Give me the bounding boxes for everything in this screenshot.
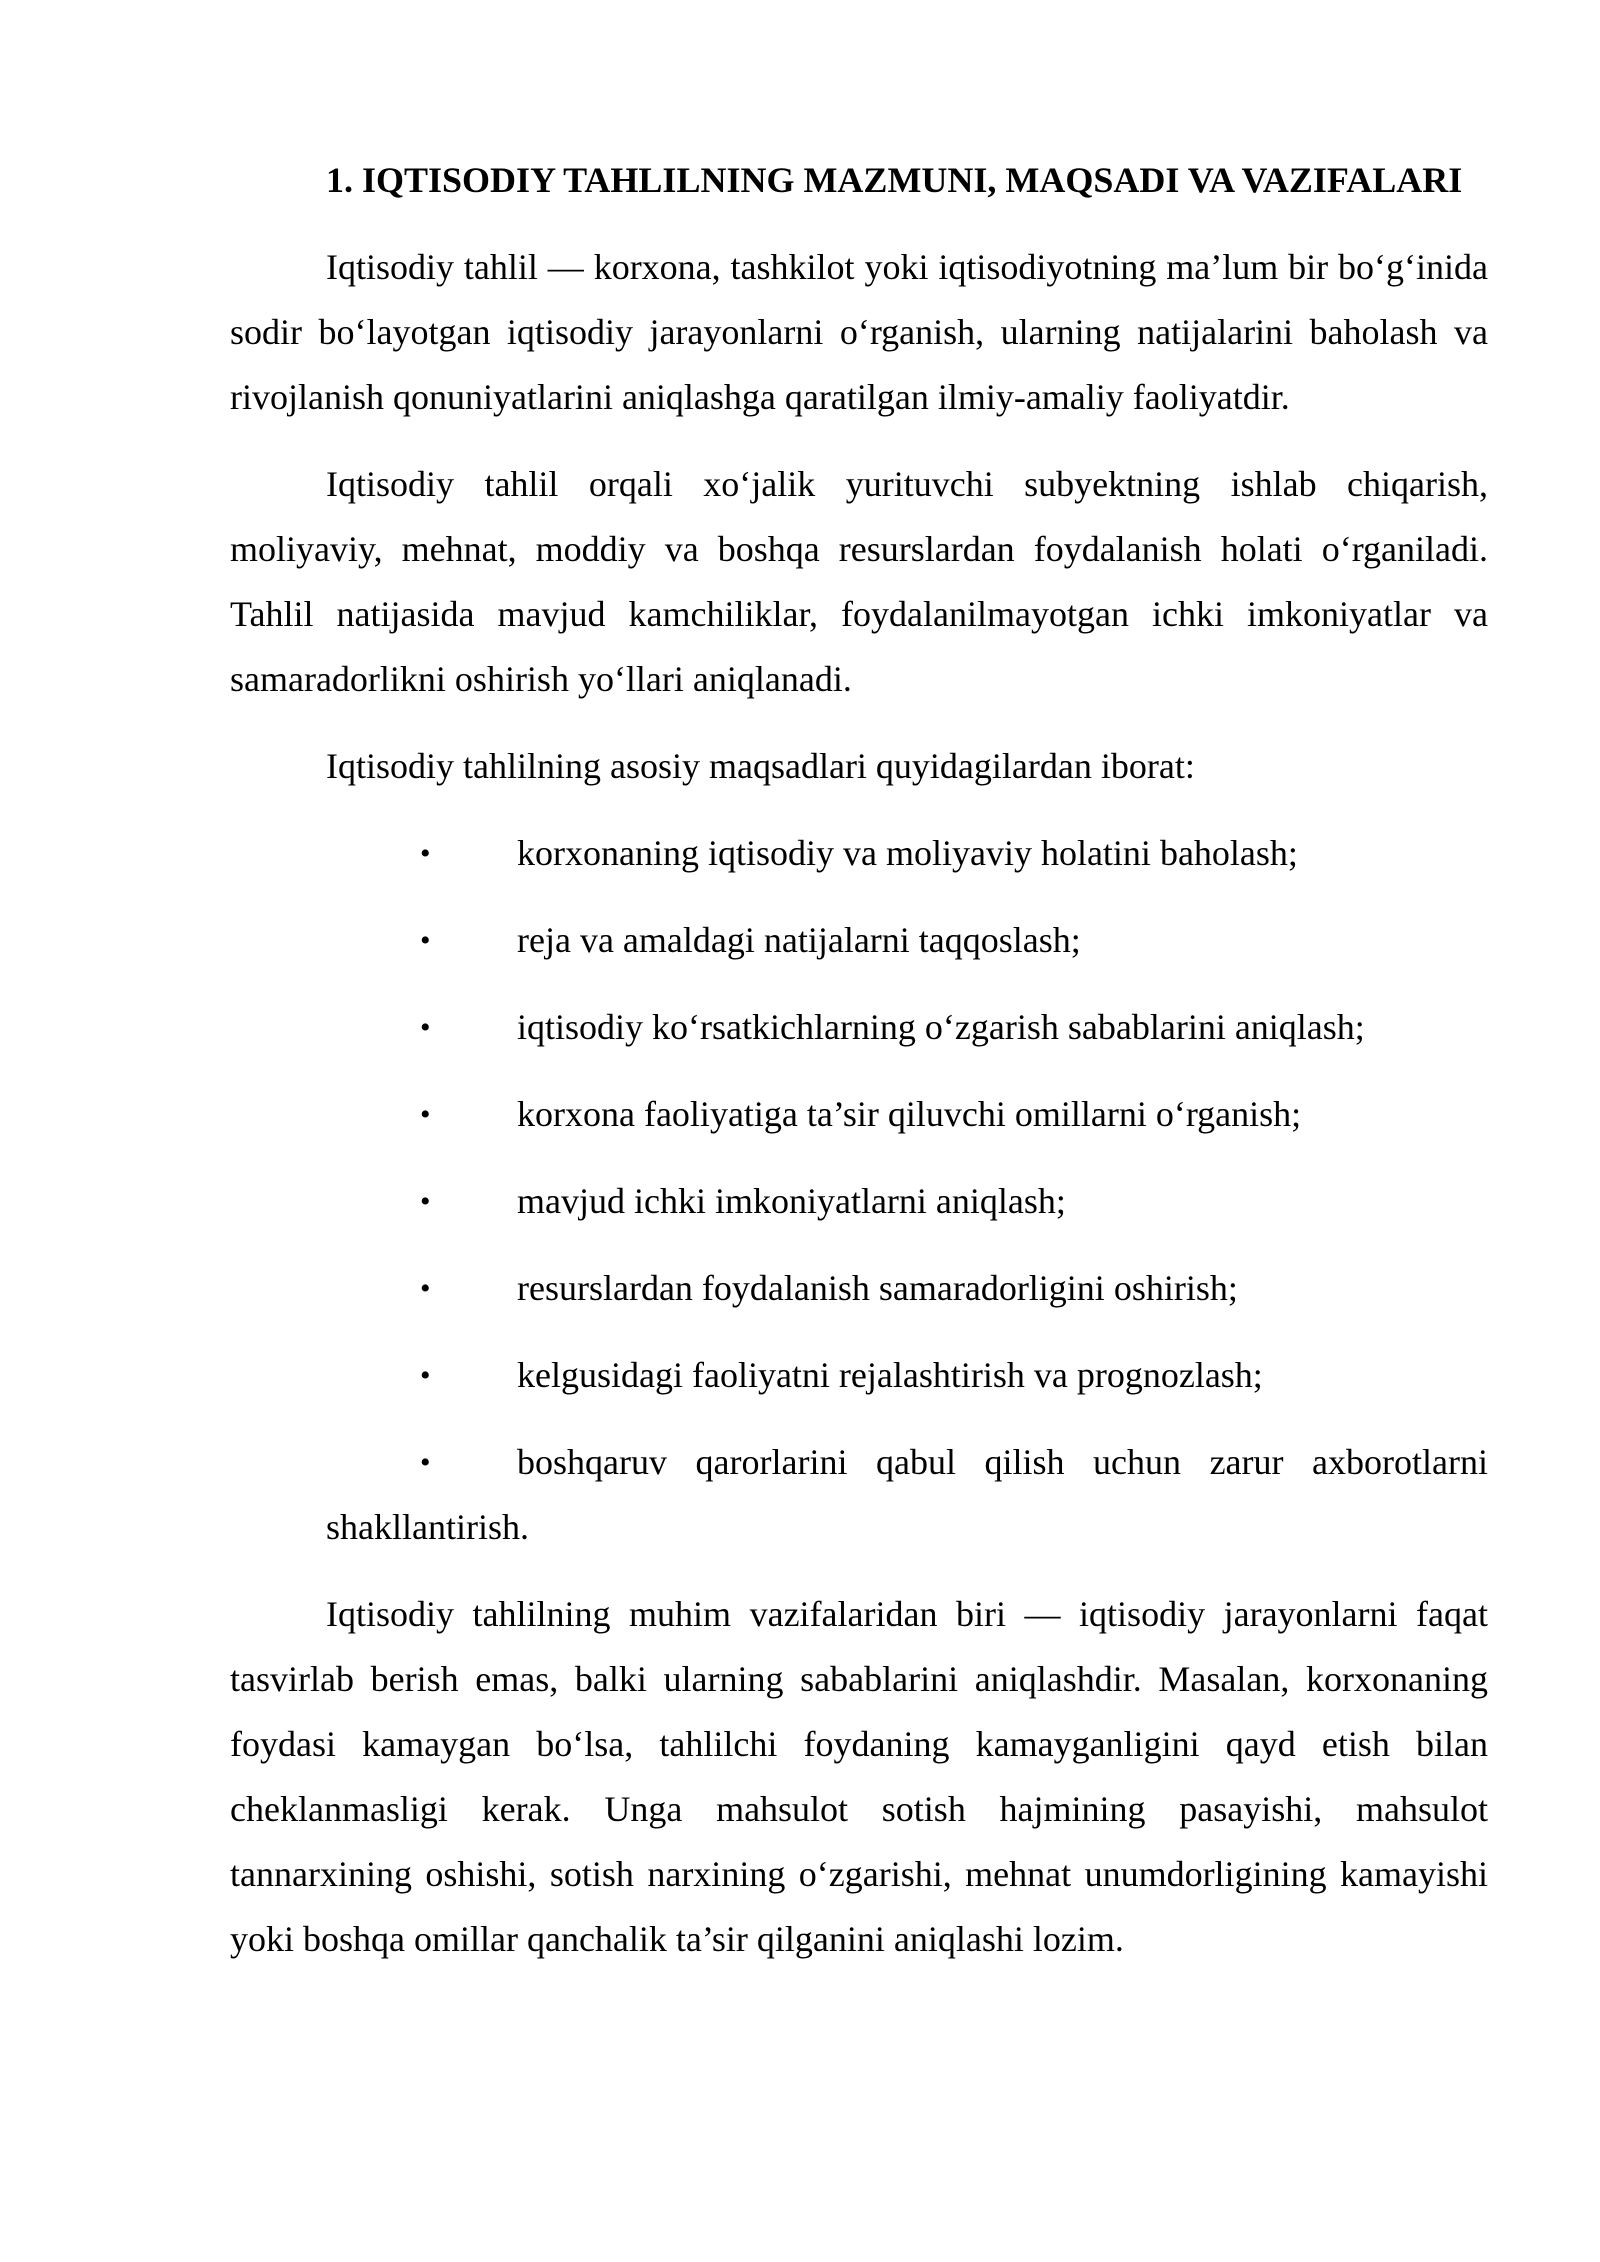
bullet-icon: • [420,1359,431,1392]
bullet-icon: • [420,1272,431,1305]
section-heading: 1. IQTISODIY TAHLILNING MAZMUNI, MAQSADI VA VAZIFALARI [326,160,1463,200]
list-item [230,1343,1488,1408]
goals-list [230,821,1488,1560]
list-intro: Iqtisodiy tahlilning asosiy maqsadlari quyidagilardan iborat: [326,746,1195,786]
bullet-icon: • [420,1446,431,1479]
bullet-icon: • [420,837,431,870]
bullet-icon: • [420,924,431,957]
list-item-text: korxona faoliyatiga ta’sir qiluvchi omillarni o‘rganish; [517,1094,1302,1134]
list-item [230,1169,1488,1234]
paragraph-closing: Iqtisodiy tahlilning muhim vazifalaridan biri — iqtisodiy jarayonlarni faqat tasvirlab berish emas, balki ularning sabablarini aniqlashdir. Masalan, korxonaning foydasi kamaygan bo‘lsa, tahlilchi foydaning kamayganligini qayd etish bilan cheklanmasligi kerak. Unga mahsulot sotish hajmining pasayishi, mahsulot tannarxining oshishi, sotish narxining o‘zgarishi, mehnat unumdorligining kamayishi yoki boshqa omillar qanchalik ta’sir qilganini aniqlashi lozim. [230,1594,1488,1959]
paragraph-definition: Iqtisodiy tahlil — korxona, tashkilot yoki iqtisodiyotning ma’lum bir bo‘g‘inida sodir bo‘layotgan iqtisodiy jarayonlarni o‘rganish, ularning natijalarini baholash va rivojlanish qonuniyatlarini aniqlashga qaratilgan ilmiy-amaliy faoliyatdir. [230,247,1488,417]
bullet-icon: • [420,1098,431,1131]
list-item [230,908,1488,973]
list-item [230,1430,1488,1560]
list-item-text: mavjud ichki imkoniyatlarni aniqlash; [517,1181,1066,1221]
bullet-icon: • [420,1185,431,1218]
paragraph-analysis-scope: Iqtisodiy tahlil orqali xo‘jalik yurituvchi subyektning ishlab chiqarish, moliyaviy, mehnat, moddiy va boshqa resurslardan foydalanish holati o‘rganiladi. Tahlil natijasida mavjud kamchiliklar, foydalanilmayotgan ichki imkoniyatlar va samaradorlikni oshirish yo‘llari aniqlanadi. [230,464,1488,699]
list-item [230,1256,1488,1321]
list-item-text: boshqaruv qarorlarini qabul qilish uchun zarur axborotlarni shakllantirish. [326,1442,1488,1547]
list-item-text: iqtisodiy ko‘rsatkichlarning o‘zgarish sabablarini aniqlash; [517,1007,1365,1047]
document-body [230,148,1488,1994]
list-item [230,995,1488,1060]
bullet-icon: • [420,1011,431,1044]
list-item-text: kelgusidagi faoliyatni rejalashtirish va prognozlash; [517,1355,1263,1395]
list-item-text: reja va amaldagi natijalarni taqqoslash; [517,920,1081,960]
list-item [230,1082,1488,1147]
list-item [230,821,1488,886]
list-item-text: korxonaning iqtisodiy va moliyaviy holatini baholash; [517,833,1298,873]
list-item-text: resurslardan foydalanish samaradorligini oshirish; [517,1268,1238,1308]
